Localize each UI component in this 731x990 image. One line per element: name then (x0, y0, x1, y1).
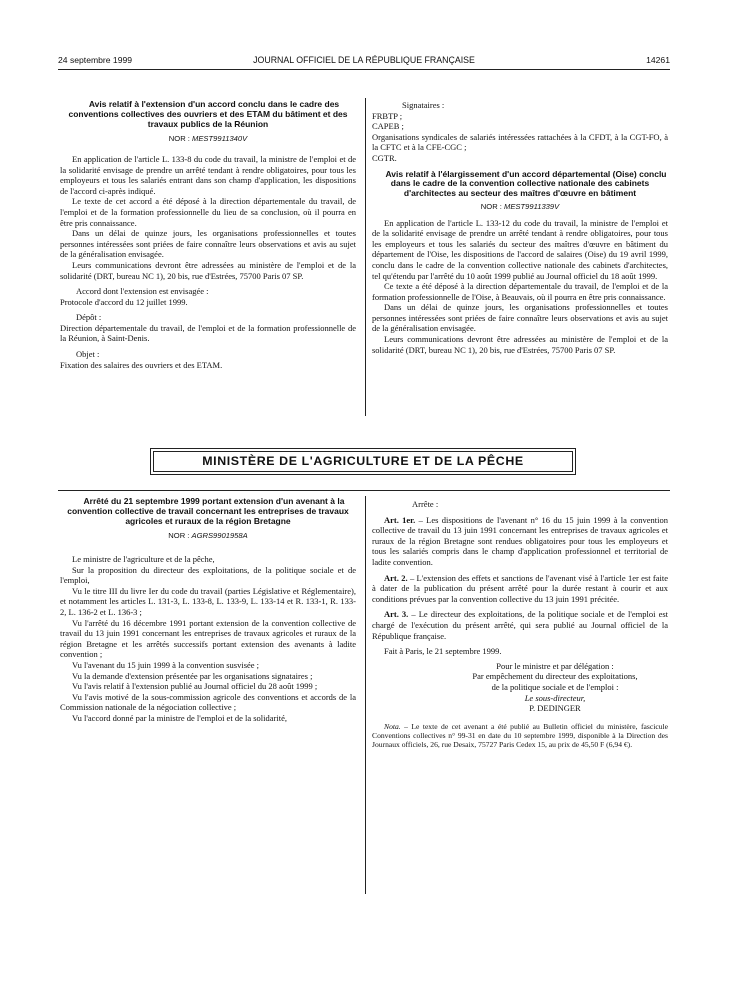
avis2-nor: NOR : MEST9911339V (480, 201, 560, 211)
visa: Vu la demande d'extension présentée par les organisations signataires ; (72, 670, 313, 681)
ministry-section-header (153, 451, 573, 472)
header-journal-title: JOURNAL OFFICIEL DE LA RÉPUBLIQUE FRANÇAISE (253, 55, 475, 65)
paragraph: Dans un délai de quinze jours, les organisations professionnelles et toutes personnes intéressées sont priées de faire connaître leurs observations et avis au sujet de la généralisation envisagée. (372, 302, 668, 334)
paragraph: En application de l'article L. 133-12 du code du travail, la ministre de l'emploi et de la solidarité envisage de prendre un arrêté tendant à rendre obligatoires, pour tous les employeurs et tous les salariés du secteur des maîtres d'œuvre en bâtiment du département de l'Oise, les dispositions de l'accord de salaires (Oise) du 19 avril 1999, conclu dans le cadre de la convention collective nationale des cabinets d'architectes, tel qu'étendu par l'arrêté du 10 août 1999 publié au Journal officiel du 18 août 1999. (372, 217, 668, 281)
accord-text: Protocole d'accord du 12 juillet 1999. (60, 296, 188, 307)
signataire-item: CGTR. (372, 152, 397, 163)
paragraph: Leurs communications devront être adressées au ministère de l'emploi et de la solidarité (DRT, bureau NC 1), 20 bis, rue d'Estrées, 75700 Paris 07 SP. (372, 334, 668, 355)
signataire-item: FRBTP ; (372, 110, 403, 121)
article-3: Art. 3. – Le directeur des exploitations, de la politique sociale et de l'emploi est chargé de l'exécution du présent arrêté, qui sera publié au Journal officiel de la République française. (372, 609, 669, 641)
paragraph: Dans un délai de quinze jours, les organisations professionnelles et toutes personnes intéressées sont priées de faire connaître leurs observations et avis au sujet de la généralisation envisagée. (60, 228, 356, 260)
signataire-item: Organisations syndicales de salariés intéressées rattachées à la CFDT, à la CGT-FO, à la CFTC et à la CFE-CGC ; (372, 131, 668, 153)
section-rule (58, 490, 670, 491)
arrete-nor: NOR : AGRS9901958A (168, 531, 248, 541)
avis1-title: Avis relatif à l'extension d'un accord conclu dans le cadre des conventions collectives des ouvriers et des ETAM du bâtiment et des travaux publics de la Réunion (68, 99, 348, 129)
arrete-right (372, 499, 668, 749)
arrete-left (60, 497, 356, 723)
depot-label: Dépôt : (76, 312, 102, 323)
signature-block: Pour le ministre et par délégation : Par empêchement du directeur des exploitations, de la politique sociale et de l'emploi : Le sous-directeur, P. DEDINGER (372, 661, 668, 714)
header-rule (58, 69, 670, 70)
header-date: 24 septembre 1999 (58, 55, 133, 65)
column-divider-bottom (365, 496, 366, 894)
visa: Vu l'arrêté du 16 décembre 1991 portant extension de la convention collective de travail du 13 juin 1991 concernant les entreprises de travaux agricoles et ruraux de la région Bretagne et les arrêtés successifs portant extension des avenants à ladite convention ; (60, 617, 356, 660)
fait-a-paris: Fait à Paris, le 21 septembre 1999. (384, 646, 502, 657)
right-column-top (372, 100, 668, 355)
visa: Vu l'avis motivé de la sous-commission agricole des conventions et accords de la Commission nationale de la négociation collective ; (60, 691, 356, 713)
objet-label: Objet : (76, 349, 100, 360)
paragraph: En application de l'article L. 133-8 du code du travail, la ministre de l'emploi et de la solidarité envisage de prendre un arrêté tendant à rendre obligatoires, pour tous les employeurs et tous les salariés entrant dans son champ d'application, les dispositions de l'accord ci-après indiqué. (60, 153, 356, 196)
arrete-label: Arrête : (412, 499, 439, 509)
visa: Vu l'accord donné par la ministre de l'emploi et de la solidarité, (72, 712, 287, 723)
avis1-nor: NOR : MEST9911340V (168, 134, 248, 144)
arrete-title: Arrêté du 21 septembre 1999 portant extension d'un avenant à la convention collective de travail concernant les entreprises de travaux agricoles et ruraux de la région Bretagne (67, 496, 349, 526)
paragraph: Le texte de cet accord a été déposé à la direction départementale du travail, de l'emploi et de la formation professionnelle du lieu de sa conclusion, où il pourra en être pris connaissance. (60, 196, 356, 228)
visa: Sur la proposition du directeur des exploitations, de la politique sociale et de l'emploi, (60, 564, 356, 586)
nota: Nota. – Le texte de cet avenant a été publié au Bulletin officiel du ministère, fascicule Conventions collectives n° 99-31 en date du 10 septembre 1999, disponible à la Direction des Journaux officiels, 26, rue Desaix, 75727 Paris Cedex 15, au prix de 45,50 F (6,94 €). (372, 721, 668, 749)
visa: Vu l'avis relatif à l'extension publié au Journal officiel du 28 août 1999 ; (72, 681, 318, 692)
page-header (58, 55, 670, 69)
paragraph: Ce texte a été déposé à la direction départementale du travail, de l'emploi et de la formation professionnelle de l'Oise, à Beauvais, où il pourra en être pris connaissance. (372, 281, 668, 302)
sign-name: P. DEDINGER (529, 703, 581, 714)
avis2-title: Avis relatif à l'élargissement d'un accord départemental (Oise) conclu dans le cadre de la convention collective nationale des cabinets d'architectes au secteur des maîtres d'œuvre en bâtiment (385, 168, 667, 199)
section-title: MINISTÈRE DE L'AGRICULTURE ET DE LA PÊCHE (202, 454, 524, 468)
header-page-number: 14261 (646, 55, 670, 65)
signataire-item: CAPEB ; (372, 121, 404, 132)
column-divider-top (365, 98, 366, 416)
paragraph: Leurs communications devront être adressées au ministère de l'emploi et de la solidarité (DRT, bureau NC 1), 20 bis, rue d'Estrées, 75700 Paris 07 SP. (60, 259, 356, 281)
article-1: Art. 1er. – Les dispositions de l'avenant n° 16 du 15 juin 1999 à la convention collective de travail du 13 juin 1991 concernant les entreprises de travaux agricoles et ruraux de la région Bretagne sont rendues obligatoires pour tous les employeurs et tous les salariés compris dans le champ d'application professionnel et territorial de ladite convention. (372, 514, 668, 567)
arrete-intro: Le ministre de l'agriculture et de la pêche, (72, 553, 215, 564)
signataires-label: Signataires : (402, 100, 445, 110)
article-2: Art. 2. – L'extension des effets et sanctions de l'avenant visé à l'article 1er est faite à dater de la publication du présent arrêté pour la durée restant à courir et aux conditions prévues par la convention collective du 13 juin 1991 précitée. (372, 572, 669, 604)
accord-label: Accord dont l'extension est envisagée : (76, 286, 209, 297)
avis-extension-reunion (60, 100, 356, 370)
objet-text: Fixation des salaires des ouvriers et des ETAM. (60, 359, 223, 370)
visa: Vu le titre III du livre Ier du code du travail (parties Législative et Réglementaire), et notamment les articles L. 131-3, L. 133-8, L. 133-9, L. 133-14 et R. 133-1, R. 133-2, L. 136-2 et L. 136-3 ; (60, 585, 356, 617)
visa: Vu l'avenant du 15 juin 1999 à la convention susvisée ; (72, 659, 260, 670)
depot-text: Direction départementale du travail, de l'emploi et de la formation professionnelle de la Réunion, à Saint-Denis. (60, 322, 356, 344)
sign-title: Le sous-directeur, (524, 692, 586, 703)
